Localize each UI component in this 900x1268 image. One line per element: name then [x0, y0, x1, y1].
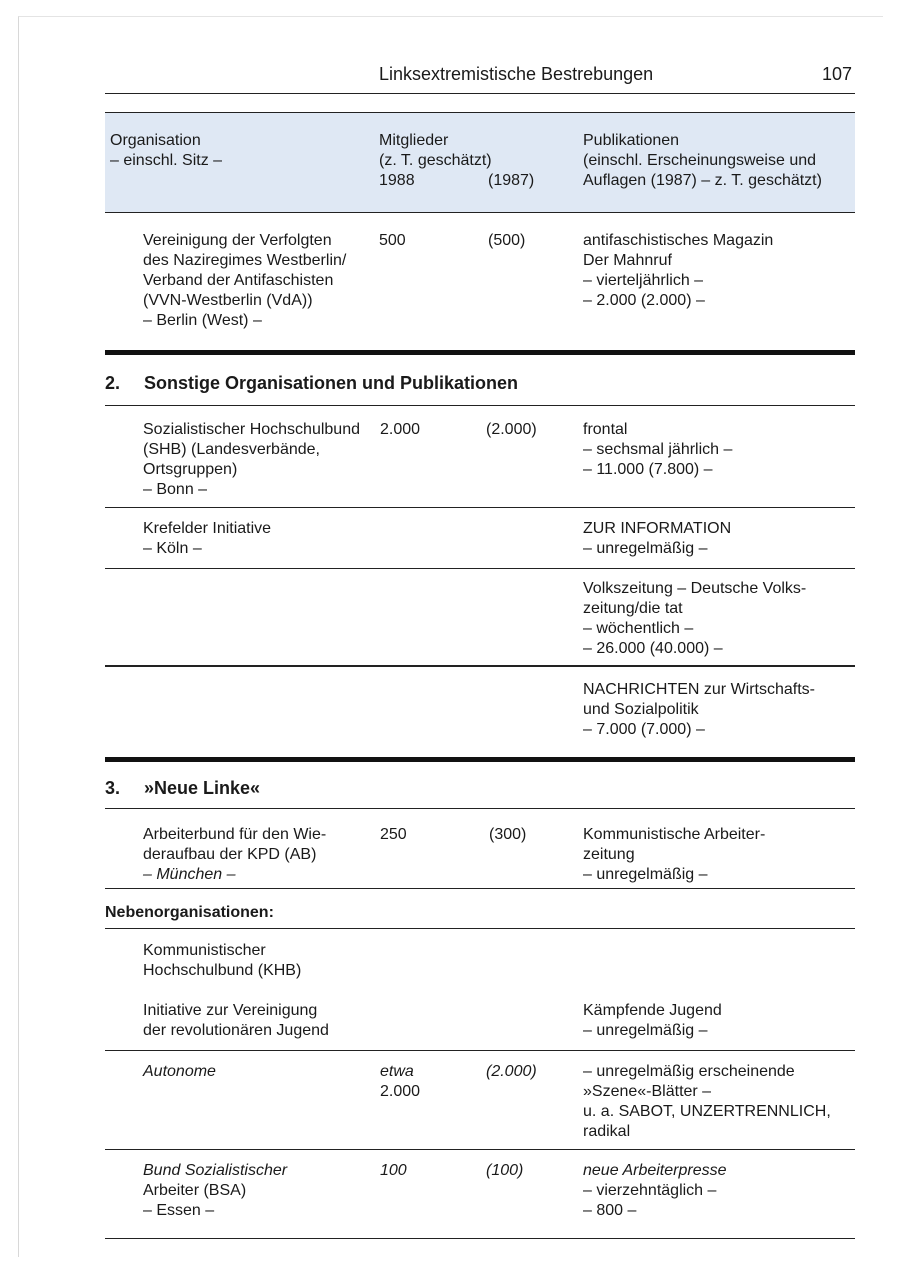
publication-circulation: – 2.000 (2.000) – [583, 292, 705, 309]
org-name: Arbeiter (BSA) [143, 1182, 247, 1199]
publication: frontal [583, 421, 628, 438]
publication-frequency: – sechsmal jährlich – [583, 441, 733, 458]
publication: NACHRICHTEN zur Wirtschafts- [583, 681, 816, 698]
section-number: 3. [105, 778, 121, 798]
members-1987: (300) [489, 826, 527, 843]
section-title: »Neue Linke« [144, 778, 261, 798]
col-year-1988: 1988 [379, 172, 415, 189]
row-rule [105, 1050, 855, 1051]
col-pubs-label: Publikationen [583, 132, 680, 149]
section-rule [105, 350, 855, 355]
org-seat: – Berlin (West) – [143, 312, 262, 329]
org-name: Vereinigung der Verfolgten [143, 232, 332, 249]
header-bottom-rule [105, 212, 855, 213]
section-title: Sonstige Organisationen und Publikationen [144, 373, 519, 393]
members-1988: 2.000 [380, 421, 421, 438]
org-name: Sozialistischer Hochschulbund [143, 421, 360, 438]
section-title-rule [105, 808, 855, 809]
org-seat: – Köln – [143, 540, 202, 557]
row-rule [105, 888, 855, 889]
org-name: Arbeiterbund für den Wie- [143, 826, 327, 843]
publication: zeitung/die tat [583, 600, 683, 617]
publication: antifaschistisches Magazin [583, 232, 774, 249]
publication-frequency: – wöchentlich – [583, 620, 694, 637]
publication-frequency: – vierteljährlich – [583, 272, 704, 289]
publication-frequency: – unregelmäßig – [583, 1022, 708, 1039]
org-name: Verband der Antifaschisten [143, 272, 334, 289]
row-rule [105, 1149, 855, 1150]
section-rule [105, 757, 855, 762]
table-bottom-rule [105, 1238, 855, 1239]
org-name: (VVN-Westberlin (VdA)) [143, 292, 313, 309]
col-pubs-sublabel-2: Auflagen (1987) – z. T. geschätzt) [583, 172, 822, 189]
publication: neue Arbeiterpresse [583, 1162, 727, 1179]
row-rule [105, 665, 855, 667]
publication-frequency: – unregelmäßig erscheinende [583, 1063, 795, 1080]
members-1987: (2.000) [486, 1063, 537, 1080]
publication-circulation: – 7.000 (7.000) – [583, 721, 705, 738]
publication: ZUR INFORMATION [583, 520, 732, 537]
col-year-1987: (1987) [488, 172, 535, 189]
org-seat: – Essen – [143, 1202, 215, 1219]
col-pubs-sublabel-1: (einschl. Erscheinungsweise und [583, 152, 817, 169]
row-rule [105, 507, 855, 508]
members-1988: 2.000 [380, 1083, 421, 1100]
sub-heading: Nebenorganisationen: [105, 904, 274, 921]
publication: Der Mahnruf [583, 252, 672, 269]
section-title-rule [105, 405, 855, 406]
members-1988: 250 [380, 826, 407, 843]
org-name: Krefelder Initiative [143, 520, 272, 537]
org-name: deraufbau der KPD (AB) [143, 846, 317, 863]
org-name: Initiative zur Vereinigung [143, 1002, 318, 1019]
org-name: Autonome [143, 1063, 216, 1080]
publication: radikal [583, 1123, 631, 1140]
members-1988: 500 [379, 232, 406, 249]
publication-circulation: – 11.000 (7.800) – [583, 461, 713, 478]
publication-frequency: – vierzehntäglich – [583, 1182, 717, 1199]
org-name: Bund Sozialistischer [143, 1162, 288, 1179]
org-name: der revolutionären Jugend [143, 1022, 329, 1039]
org-name: Kommunistischer [143, 942, 266, 959]
row-rule [105, 568, 855, 569]
members-1987: (2.000) [486, 421, 537, 438]
publication: und Sozialpolitik [583, 701, 699, 718]
publication-circulation: – 26.000 (40.000) – [583, 640, 723, 657]
row-rule [105, 928, 855, 929]
publication-frequency: – unregelmäßig – [583, 540, 708, 557]
header-rule [105, 93, 855, 94]
publication: Kämpfende Jugend [583, 1002, 722, 1019]
publication: u. a. SABOT, UNZERTRENNLICH, [583, 1103, 831, 1120]
org-name: Hochschulbund (KHB) [143, 962, 302, 979]
col-org-label: Organisation [110, 132, 201, 149]
col-org-sublabel: – einschl. Sitz – [110, 152, 223, 169]
org-seat: – Bonn – [143, 481, 208, 498]
publication-circulation: – 800 – [583, 1202, 637, 1219]
org-name: (SHB) (Landesverbände, [143, 441, 320, 458]
members-1988: etwa [380, 1063, 414, 1080]
org-seat: – München – [143, 866, 236, 883]
members-1988: 100 [380, 1162, 407, 1179]
publication-frequency: – unregelmäßig – [583, 866, 708, 883]
members-1987: (100) [486, 1162, 524, 1179]
running-header-title: Linksextremistische Bestrebungen [379, 64, 654, 84]
publication: »Szene«-Blätter – [583, 1083, 712, 1100]
publication: zeitung [583, 846, 635, 863]
members-1987: (500) [488, 232, 526, 249]
org-name: Ortsgruppen) [143, 461, 238, 478]
publication: Volkszeitung – Deutsche Volks- [583, 580, 807, 597]
org-name: des Naziregimes Westberlin/ [143, 252, 347, 269]
col-members-label: Mitglieder [379, 132, 449, 149]
publication: Kommunistische Arbeiter- [583, 826, 766, 843]
section-number: 2. [105, 373, 121, 393]
col-members-sublabel: (z. T. geschätzt) [379, 152, 492, 169]
page-number: 107 [822, 64, 853, 84]
